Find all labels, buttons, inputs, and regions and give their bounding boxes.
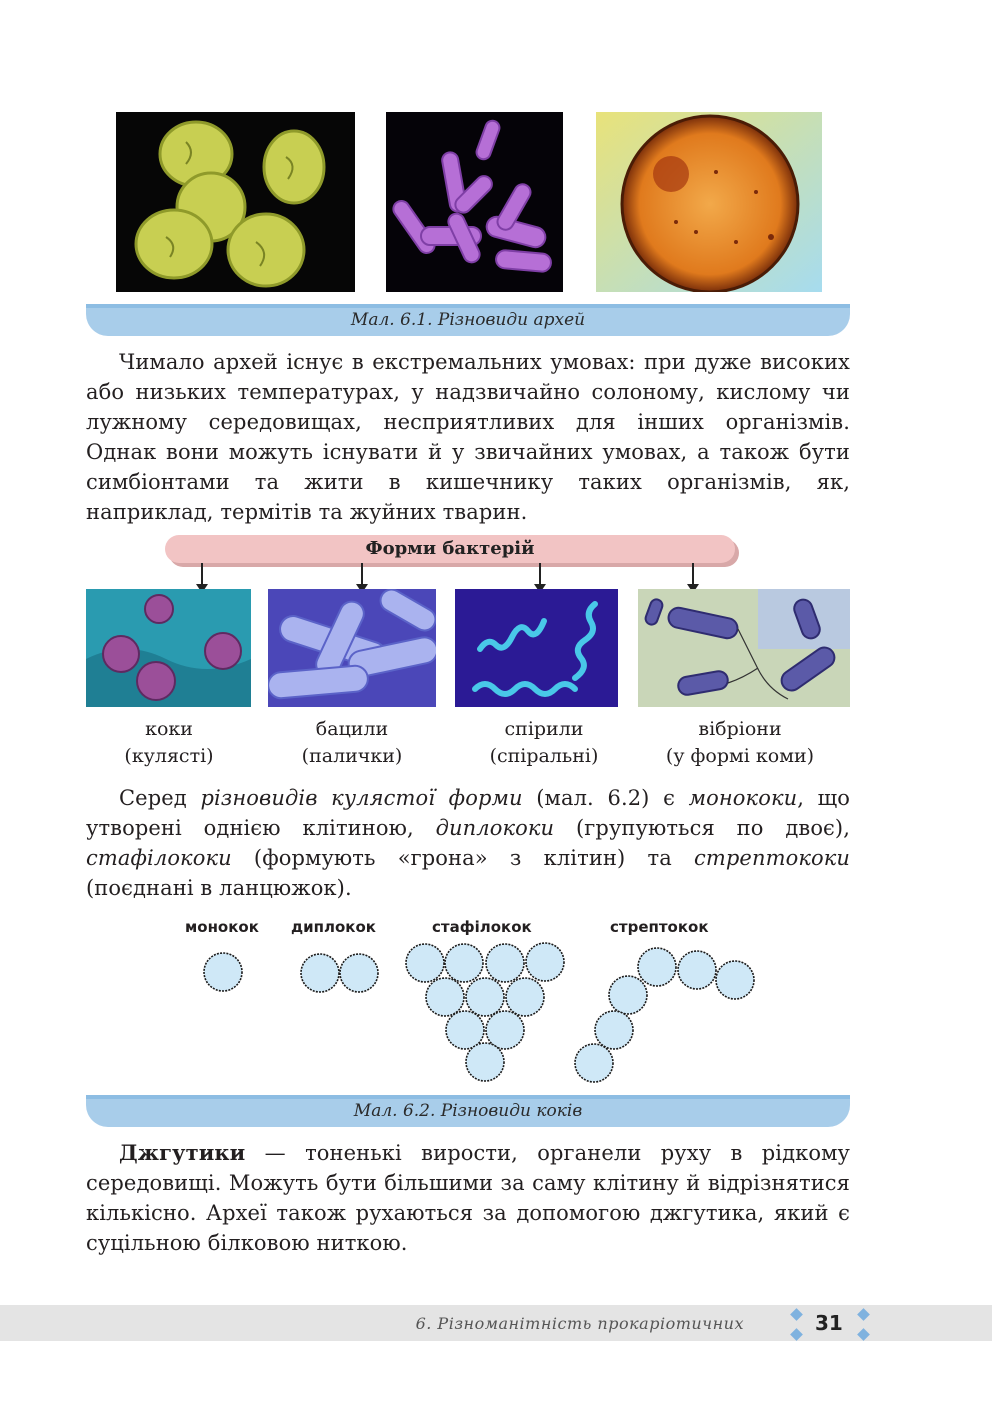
staphylococcus-cell (486, 1011, 524, 1049)
bacteria-forms-title: Форми бактерій (165, 535, 735, 563)
label-desc: (палички) (301, 745, 403, 767)
staphylococcus-cell (486, 944, 524, 982)
text-run: — тоненькі вирости, органели руху в рідкому середовищі. Можуть бути більшими за саму клітину й відрізнятися кількісно. Археї також рухаються за допомогою джгутика, який є суцільною білковою ниткою. (86, 1141, 850, 1255)
staphylococcus-cell (406, 944, 444, 982)
archaea-photo-orange (596, 112, 822, 292)
streptococcus-cell (575, 1044, 613, 1082)
diplococcus-label: диплокок (291, 918, 376, 936)
bold-term: Джгутики (119, 1140, 246, 1165)
archaea-photo-green (116, 112, 355, 292)
label-name: вібріони (698, 718, 782, 740)
label-name: бацили (315, 718, 389, 740)
bacteria-label-vibrio (640, 716, 840, 770)
vibrio-photo (638, 589, 850, 707)
bacteria-label-spirilla (468, 716, 620, 770)
arrow-down-icon (539, 563, 541, 585)
staphylococcus-cell (526, 943, 564, 981)
streptococcus-cell (609, 976, 647, 1014)
italic-term: монококи (688, 786, 798, 810)
label-desc: (у формі коми) (665, 745, 815, 767)
staphylococcus-label: стафілокок (432, 918, 532, 936)
text-run: (мал. 6.2) є (522, 786, 689, 810)
monococcus-cell (204, 953, 242, 991)
italic-term: стрептококи (694, 846, 850, 870)
staphylococcus-cell (445, 944, 483, 982)
staphylococcus-cell (446, 1011, 484, 1049)
diplococcus-cell (340, 954, 378, 992)
streptococcus-cell (595, 1011, 633, 1049)
label-desc: (спіральні) (489, 745, 599, 767)
paragraph-cocci-types (86, 783, 850, 903)
label-desc: (кулясті) (124, 745, 214, 767)
label-name: спірили (504, 718, 584, 740)
label-name: коки (145, 718, 193, 740)
cocci-photo (86, 589, 251, 707)
arrow-down-icon (201, 563, 203, 585)
footer-chapter: 6. Різноманітність прокаріотичних (415, 1314, 744, 1333)
cocci-diagram (190, 935, 770, 1085)
staphylococcus-cell (426, 978, 464, 1016)
streptococcus-cell (716, 961, 754, 999)
paragraph-text: Чимало архей існує в екстремальних умовах: при дуже високих або низьких температурах, у надзвичайно солоному, кислому чи лужному середовищах, несприятливих для інших організмів. Однак вони можуть існувати й у звичайних умовах, а також бути симбіонтами та жити в кишечнику таких організмів, як, наприклад, термітів та жуйних тварин. (86, 350, 850, 524)
text-run: Серед (119, 786, 201, 810)
staphylococcus-cell (466, 978, 504, 1016)
paragraph-text (86, 1138, 850, 1258)
text-run: (поєднані в ланцюжок). (86, 876, 352, 900)
archaea-photo-purple (386, 112, 563, 292)
text-run: (групуються по двоє), (554, 816, 850, 840)
bacteria-label-bacilli (276, 716, 428, 770)
page-number: 31 (815, 1311, 843, 1335)
paragraph-text (86, 783, 850, 903)
staphylococcus-cell (506, 978, 544, 1016)
text-run: (формують «грона» з клітин) та (231, 846, 695, 870)
streptococcus-label: стрептокок (610, 918, 709, 936)
paragraph-archaea (86, 347, 850, 527)
arrow-down-icon (692, 563, 694, 585)
figure-caption: Мал. 6.1. Різновиди архей (86, 304, 850, 336)
figure-caption: Мал. 6.2. Різновиди коків (86, 1095, 850, 1127)
paragraph-flagella (86, 1138, 850, 1258)
bacilli-photo (268, 589, 436, 707)
streptococcus-cell (678, 951, 716, 989)
italic-term: різновидів кулястої форми (200, 786, 523, 810)
italic-term: диплококи (435, 816, 555, 840)
diplococcus-cell (301, 954, 339, 992)
streptococcus-cell (638, 948, 676, 986)
bacteria-label-cocci (96, 716, 242, 770)
spirilla-photo (455, 589, 618, 707)
italic-term: стафілококи (86, 846, 232, 870)
staphylococcus-cell (466, 1043, 504, 1081)
text-run: , що утворені однією клітиною, (86, 786, 851, 840)
arrow-down-icon (361, 563, 363, 585)
monococcus-label: монокок (185, 918, 259, 936)
